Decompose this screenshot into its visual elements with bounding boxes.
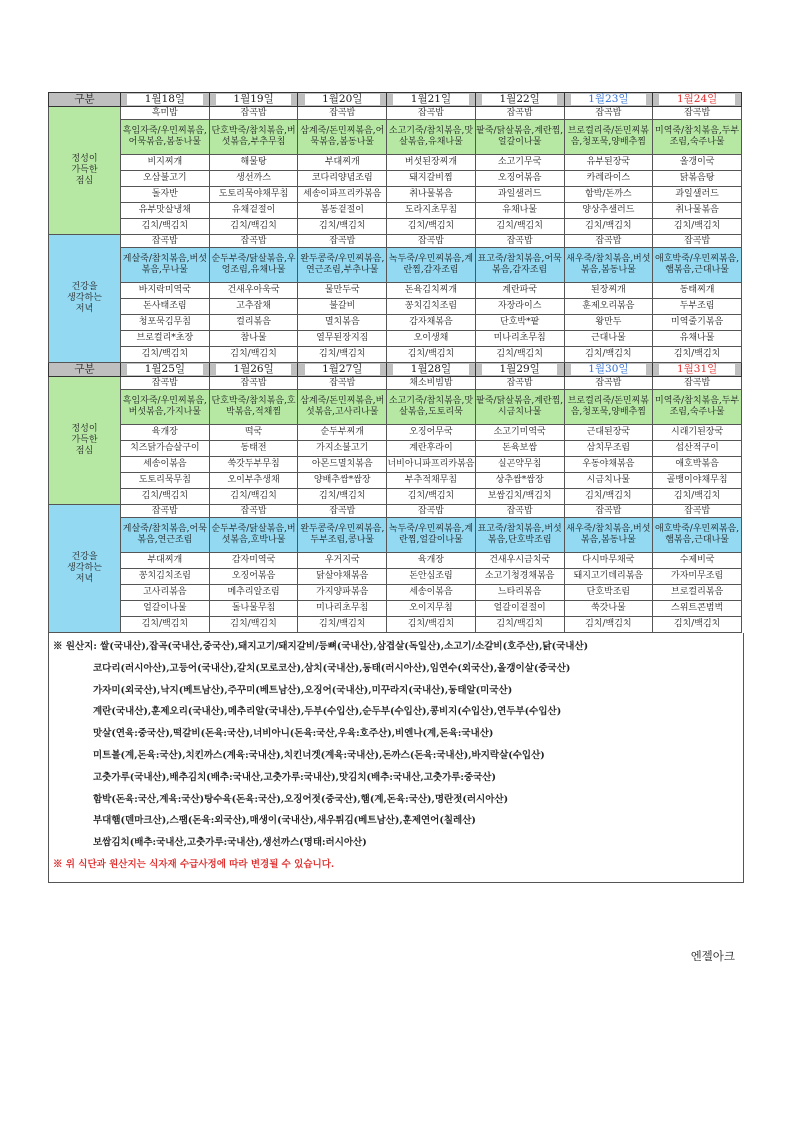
date-cell	[121, 363, 210, 377]
lunch-side-row	[49, 155, 742, 171]
menu-item: 순두부죽/닭살볶음,버섯볶음,호박나물	[209, 518, 298, 553]
menu-item: 닭살야채볶음	[298, 569, 387, 585]
menu-item: 브로컬리죽/돈민찌볶음,청포묵,양배추찜	[564, 120, 653, 155]
menu-item: 시래기된장국	[653, 425, 742, 441]
menu-item: 유채나물	[653, 331, 742, 347]
menu-item: 김치/백김치	[298, 219, 387, 235]
menu-item: 김치/백김치	[653, 489, 742, 505]
menu-item: 된장찌개	[564, 283, 653, 299]
menu-item: 잡곡밥	[121, 235, 210, 248]
menu-item: 왕만두	[564, 315, 653, 331]
dinner-side-row	[49, 617, 742, 633]
menu-item: 잡곡밥	[475, 377, 564, 390]
menu-item: 김치/백김치	[387, 489, 476, 505]
menu-item: 열무된장지짐	[298, 331, 387, 347]
menu-item: 소고기미역국	[475, 425, 564, 441]
menu-item: 과일샐러드	[653, 187, 742, 203]
menu-item: 부추적채무침	[387, 473, 476, 489]
lunch-side-row	[49, 457, 742, 473]
menu-item: 김치/백김치	[209, 347, 298, 363]
menu-item: 잡곡밥	[475, 235, 564, 248]
menu-item: 부대찌개	[298, 155, 387, 171]
menu-item: 미나리초무침	[475, 331, 564, 347]
dinner-side-row	[49, 585, 742, 601]
menu-item: 다시마무채국	[564, 553, 653, 569]
menu-item: 유부맛살냉채	[121, 203, 210, 219]
date-cell	[387, 363, 476, 377]
date-cell	[387, 93, 476, 107]
category-header	[49, 93, 121, 107]
menu-item: 느타리볶음	[475, 585, 564, 601]
menu-item: 돼지갈비찜	[387, 171, 476, 187]
dinner-porridge-row	[49, 518, 742, 553]
menu-item: 삼계죽/돈민찌볶음,어묵볶음,봄동나물	[298, 120, 387, 155]
dinner-side-row	[49, 299, 742, 315]
menu-item: 김치/백김치	[475, 617, 564, 633]
menu-item: 돌자반	[121, 187, 210, 203]
menu-item: 건새우아욱국	[209, 283, 298, 299]
menu-item: 쑥갓두부무침	[209, 457, 298, 473]
menu-item: 잡곡밥	[564, 377, 653, 390]
menu-item: 도토리묵무침	[121, 473, 210, 489]
menu-item: 순두부죽/닭살볶음,우엉조림,유채나물	[209, 248, 298, 283]
menu-item: 브로컬리*초장	[121, 331, 210, 347]
menu-item: 컬리볶음	[209, 315, 298, 331]
date-cell	[564, 93, 653, 107]
menu-item: 너비아니파프리카볶음	[387, 457, 476, 473]
menu-item: 떡국	[209, 425, 298, 441]
menu-item: 잡곡밥	[209, 107, 298, 120]
date-cell	[121, 93, 210, 107]
date-label: 1월22일	[482, 94, 557, 105]
menu-item: 꽁치김치조림	[121, 569, 210, 585]
menu-item: 돈육김치찌개	[387, 283, 476, 299]
menu-item: 버섯된장찌개	[387, 155, 476, 171]
menu-item: 양배추쌈*쌈장	[298, 473, 387, 489]
category-header-label: 구분	[74, 93, 95, 105]
menu-item: 김치/백김치	[121, 219, 210, 235]
dinner-rice-row	[49, 235, 742, 248]
menu-item: 김치/백김치	[653, 617, 742, 633]
menu-item: 오징어무국	[387, 425, 476, 441]
menu-item: 미역죽/참치볶음,두부조림,숙주나물	[653, 120, 742, 155]
menu-item: 육개장	[387, 553, 476, 569]
menu-item: 잡곡밥	[121, 377, 210, 390]
menu-item: 미나리초무침	[298, 601, 387, 617]
date-cell	[653, 93, 742, 107]
menu-item: 시금치나물	[564, 473, 653, 489]
menu-item: 잡곡밥	[387, 505, 476, 518]
menu-item: 코다리양념조림	[298, 171, 387, 187]
lunch-side-row	[49, 203, 742, 219]
company-name: 엔젤아크	[690, 949, 735, 963]
origin-line: 맛살(연육:중국산),떡갈비(돈육:국산),너비아니(돈육:국산,우육:호주산),비엔나(계,돈육:국내산)	[93, 728, 494, 740]
menu-item: 세송이볶음	[121, 457, 210, 473]
menu-item: 잡곡밥	[387, 107, 476, 120]
menu-item: 쑥갓나물	[564, 601, 653, 617]
menu-item: 김치/백김치	[564, 617, 653, 633]
menu-item: 오이부추생채	[209, 473, 298, 489]
menu-item: 섭산적구이	[653, 441, 742, 457]
origin-line: 코다리(러시아산),고등어(국내산),갈치(모로코산),삼치(국내산),동태(러시아산),임연수(외국산),올갱이살(중국산)	[93, 662, 571, 674]
lunch-side-row	[49, 441, 742, 457]
menu-item: 표고죽/참치볶음,어묵볶음,감자조림	[475, 248, 564, 283]
menu-item: 김치/백김치	[653, 219, 742, 235]
menu-item: 흑미밥	[121, 107, 210, 120]
date-label: 1월27일	[305, 364, 380, 375]
menu-item: 김치/백김치	[209, 617, 298, 633]
dinner-label-text: 건강을 생각하는 저녁	[67, 282, 102, 314]
menu-item: 잡곡밥	[209, 235, 298, 248]
menu-item: 고추잡채	[209, 299, 298, 315]
date-cell	[209, 93, 298, 107]
menu-item: 김치/백김치	[209, 489, 298, 505]
dinner-section-label	[49, 235, 121, 363]
menu-item: 자장라이스	[475, 299, 564, 315]
menu-item: 팥죽/닭살볶음,계란찜,얼갈이나물	[475, 120, 564, 155]
menu-item: 김치/백김치	[298, 347, 387, 363]
origin-line: 계란(국내산),훈제오리(국내산),메추리알(국내산),두부(수입산),순두부(수입산),콩비지(수입산),연두부(수입산)	[93, 706, 562, 718]
lunch-label-text: 정성이 가득한 점심	[71, 154, 98, 186]
menu-item: 브로컬리볶음	[653, 585, 742, 601]
menu-item: 오징어볶음	[209, 569, 298, 585]
menu-item: 새우죽/참치볶음,버섯볶음,봄동나물	[564, 518, 653, 553]
menu-item: 잡곡밥	[209, 505, 298, 518]
menu-item: 소고기청경채볶음	[475, 569, 564, 585]
dinner-side-row	[49, 553, 742, 569]
lunch-side-row	[49, 489, 742, 505]
menu-item: 김치/백김치	[298, 489, 387, 505]
menu-item: 순두부찌개	[298, 425, 387, 441]
menu-item: 유부된장국	[564, 155, 653, 171]
menu-item: 메추리알조림	[209, 585, 298, 601]
menu-item: 오이지무침	[387, 601, 476, 617]
menu-item: 가자미무조림	[653, 569, 742, 585]
date-cell	[564, 363, 653, 377]
menu-item: 취나물볶음	[387, 187, 476, 203]
lunch-section-label	[49, 377, 121, 505]
date-label: 1월29일	[482, 364, 557, 375]
menu-item: 근대된장국	[564, 425, 653, 441]
origin-notes	[48, 633, 744, 883]
date-cell	[298, 93, 387, 107]
menu-item: 김치/백김치	[564, 219, 653, 235]
date-label: 1월20일	[305, 94, 380, 105]
menu-item: 완두콩죽/우민찌볶음,두부조림,콩나물	[298, 518, 387, 553]
menu-item: 계란후라이	[387, 441, 476, 457]
menu-item: 김치/백김치	[387, 219, 476, 235]
menu-item: 과일샐러드	[475, 187, 564, 203]
menu-table	[48, 92, 742, 633]
menu-item: 미역줄기볶음	[653, 315, 742, 331]
menu-item: 세송이볶음	[387, 585, 476, 601]
date-label: 1월18일	[127, 94, 202, 105]
dinner-section-label	[49, 505, 121, 633]
date-label: 1월23일	[571, 94, 646, 105]
menu-item: 올갱이국	[653, 155, 742, 171]
menu-item: 소고기죽/참치볶음,맛살볶음,도토리묵	[387, 390, 476, 425]
menu-item: 함박/돈까스	[564, 187, 653, 203]
menu-item: 잡곡밥	[387, 235, 476, 248]
menu-item: 게살죽/참치볶음,어묵볶음,연근조림	[121, 518, 210, 553]
date-header-row	[49, 93, 742, 107]
menu-item: 우동야채볶음	[564, 457, 653, 473]
menu-item: 실곤약무침	[475, 457, 564, 473]
menu-item: 김치/백김치	[475, 347, 564, 363]
menu-item: 단호박조림	[564, 585, 653, 601]
menu-item: 돼지고기데리볶음	[564, 569, 653, 585]
date-label: 1월28일	[393, 364, 468, 375]
origin-line: ※ 원산지: 쌀(국내산),잡곡(국내산,중국산),돼지고기/돼지갈비/등뼈(국내산),삼겹살(독일산),소고기/소갈비(호주산),닭(국내산)	[53, 641, 589, 652]
menu-item: 김치/백김치	[121, 347, 210, 363]
menu-item: 단호박죽/참치볶음,호박볶음,적채찜	[209, 390, 298, 425]
menu-item: 애호박죽/우민찌볶음,햄볶음,근대나물	[653, 518, 742, 553]
lunch-side-row	[49, 171, 742, 187]
lunch-side-row	[49, 425, 742, 441]
menu-item: 훈제오리볶음	[564, 299, 653, 315]
menu-item: 잡곡밥	[653, 235, 742, 248]
menu-item: 봄동겉절이	[298, 203, 387, 219]
lunch-rice-row	[49, 377, 742, 390]
menu-item: 도토리묵야채무침	[209, 187, 298, 203]
menu-item: 김치/백김치	[475, 219, 564, 235]
menu-item: 잡곡밥	[209, 377, 298, 390]
menu-item: 카레라이스	[564, 171, 653, 187]
date-label: 1월30일	[571, 364, 646, 375]
origin-line: 가자미(외국산),낙지(베트남산),주꾸미(베트남산),오징어(국내산),미꾸라지(국내산),동태알(미국산)	[93, 684, 513, 696]
menu-item: 애호박죽/우민찌볶음,햄볶음,근대나물	[653, 248, 742, 283]
menu-item: 세송이파프리카볶음	[298, 187, 387, 203]
menu-item: 잡곡밥	[564, 505, 653, 518]
menu-item: 얼갈이나물	[121, 601, 210, 617]
menu-item: 채소비빔밥	[387, 377, 476, 390]
date-cell	[475, 363, 564, 377]
change-notice: ※ 위 식단과 원산지는 식자재 수급사정에 따라 변경될 수 있습니다.	[53, 858, 335, 870]
menu-item: 녹두죽/우민찌볶음,계란찜,얼갈이나물	[387, 518, 476, 553]
menu-item: 돌나물무침	[209, 601, 298, 617]
menu-item: 청포묵김무침	[121, 315, 210, 331]
date-label: 1월24일	[659, 94, 734, 105]
menu-item: 잡곡밥	[564, 107, 653, 120]
menu-item: 동태찌개	[653, 283, 742, 299]
dinner-rice-row	[49, 505, 742, 518]
menu-item: 양상추샐러드	[564, 203, 653, 219]
menu-item: 표고죽/참치볶음,버섯볶음,단호박조림	[475, 518, 564, 553]
menu-item: 단호박죽/참치볶음,버섯볶음,부추무침	[209, 120, 298, 155]
menu-item: 얼갈이겉절이	[475, 601, 564, 617]
menu-item: 건새우시금치국	[475, 553, 564, 569]
menu-item: 단호박*팥	[475, 315, 564, 331]
menu-item: 두부조림	[653, 299, 742, 315]
date-cell	[475, 93, 564, 107]
menu-item: 바지락미역국	[121, 283, 210, 299]
dinner-side-row	[49, 331, 742, 347]
menu-item: 미역죽/참치볶음,두부조림,숙주나물	[653, 390, 742, 425]
lunch-side-row	[49, 187, 742, 203]
menu-item: 흑임자죽/우민찌볶음,어묵볶음,봄동나물	[121, 120, 210, 155]
menu-item: 참나물	[209, 331, 298, 347]
date-label: 1월26일	[216, 364, 291, 375]
menu-item: 녹두죽/우민찌볶음,계란찜,감자조림	[387, 248, 476, 283]
menu-item: 소고기무국	[475, 155, 564, 171]
menu-item: 잡곡밥	[475, 107, 564, 120]
date-label: 1월31일	[659, 364, 734, 375]
menu-item: 감자채볶음	[387, 315, 476, 331]
menu-item: 잡곡밥	[475, 505, 564, 518]
lunch-rice-row	[49, 107, 742, 120]
menu-item: 부대찌개	[121, 553, 210, 569]
menu-item: 삼계죽/돈민찌볶음,버섯볶음,고사리나물	[298, 390, 387, 425]
menu-item: 유채나물	[475, 203, 564, 219]
menu-item: 도라지초무침	[387, 203, 476, 219]
menu-item: 오삼불고기	[121, 171, 210, 187]
menu-item: 새우죽/참치볶음,버섯볶음,봄동나물	[564, 248, 653, 283]
menu-item: 고사리볶음	[121, 585, 210, 601]
menu-item: 김치/백김치	[387, 617, 476, 633]
menu-item: 게살죽/참치볶음,버섯볶음,무나물	[121, 248, 210, 283]
menu-item: 감자미역국	[209, 553, 298, 569]
menu-item: 해물탕	[209, 155, 298, 171]
menu-item: 잡곡밥	[653, 377, 742, 390]
menu-item: 가지소불고기	[298, 441, 387, 457]
date-label: 1월21일	[393, 94, 468, 105]
origin-line: 고춧가루(국내산),배추김치(배추:국내산,고춧가루:국내산),맛김치(배추:국내산,고춧가루:중국산)	[93, 771, 496, 783]
menu-item: 소고기죽/참치볶음,맛살볶음,유채나물	[387, 120, 476, 155]
dinner-side-row	[49, 601, 742, 617]
date-cell	[209, 363, 298, 377]
menu-item: 김치/백김치	[653, 347, 742, 363]
date-cell	[653, 363, 742, 377]
dinner-side-row	[49, 315, 742, 331]
lunch-section-label	[49, 107, 121, 235]
origin-line: 미트볼(계,돈육:국산),치킨까스(계육:국내산),치킨너겟(계육:국내산),돈까스(돈육:국내산),바지락살(수입산)	[93, 749, 545, 761]
menu-item: 브로컬리죽/돈민찌볶음,청포묵,양배추찜	[564, 390, 653, 425]
lunch-label-text: 정성이 가득한 점심	[71, 424, 98, 456]
menu-item: 생선까스	[209, 171, 298, 187]
menu-item: 비지찌개	[121, 155, 210, 171]
date-label: 1월25일	[127, 364, 202, 375]
origin-line: 보쌈김치(배추:국내산,고춧가루:국내산),생선까스(명태:러시아산)	[93, 837, 367, 849]
menu-item: 우거지국	[298, 553, 387, 569]
lunch-porridge-row	[49, 390, 742, 425]
menu-item: 오징어볶음	[475, 171, 564, 187]
dinner-side-row	[49, 283, 742, 299]
dinner-side-row	[49, 569, 742, 585]
date-label: 1월19일	[216, 94, 291, 105]
lunch-side-row	[49, 473, 742, 489]
dinner-label-text: 건강을 생각하는 저녁	[67, 552, 102, 584]
menu-item: 잡곡밥	[564, 235, 653, 248]
menu-item: 돈육보쌈	[475, 441, 564, 457]
date-cell	[298, 363, 387, 377]
menu-item: 아몬드멸치볶음	[298, 457, 387, 473]
menu-item: 삼치무조림	[564, 441, 653, 457]
date-header-row	[49, 363, 742, 377]
menu-item: 불갈비	[298, 299, 387, 315]
menu-item: 꽁치김치조림	[387, 299, 476, 315]
menu-item: 김치/백김치	[564, 489, 653, 505]
menu-item: 완두콩죽/우민찌볶음,연근조림,부추나물	[298, 248, 387, 283]
menu-item: 잡곡밥	[121, 505, 210, 518]
menu-item: 김치/백김치	[121, 489, 210, 505]
menu-item: 근대나물	[564, 331, 653, 347]
menu-item: 애호박볶음	[653, 457, 742, 473]
menu-item: 물만두국	[298, 283, 387, 299]
menu-item: 잡곡밥	[298, 377, 387, 390]
menu-item: 스위트콘범벅	[653, 601, 742, 617]
menu-item: 상추쌈*쌈장	[475, 473, 564, 489]
menu-item: 잡곡밥	[298, 505, 387, 518]
menu-item: 김치/백김치	[209, 219, 298, 235]
menu-item: 잡곡밥	[653, 505, 742, 518]
lunch-porridge-row	[49, 120, 742, 155]
menu-item: 치즈닭가슴살구이	[121, 441, 210, 457]
menu-item: 돈안심조림	[387, 569, 476, 585]
origin-line: 함박(돈육:국산,계육:국산)탕수육(돈육:국산),오징어젓(중국산),햄(계,돈육:국산),명란젓(러시아산)	[93, 793, 509, 805]
lunch-side-row	[49, 219, 742, 235]
menu-item: 팥죽/닭살볶음,계란찜,시금치나물	[475, 390, 564, 425]
menu-item: 보쌈김치/백김치	[475, 489, 564, 505]
menu-item: 김치/백김치	[298, 617, 387, 633]
menu-item: 유채겉절이	[209, 203, 298, 219]
menu-item: 잡곡밥	[298, 107, 387, 120]
menu-item: 오이생채	[387, 331, 476, 347]
menu-item: 멸치볶음	[298, 315, 387, 331]
menu-item: 계란파국	[475, 283, 564, 299]
menu-item: 닭볶음탕	[653, 171, 742, 187]
menu-item: 김치/백김치	[564, 347, 653, 363]
menu-item: 돈사태조림	[121, 299, 210, 315]
menu-item: 취나물볶음	[653, 203, 742, 219]
category-header	[49, 363, 121, 377]
menu-item: 김치/백김치	[121, 617, 210, 633]
dinner-side-row	[49, 347, 742, 363]
menu-item: 잡곡밥	[298, 235, 387, 248]
origin-line: 부대햄(덴마크산),스팸(돈육:외국산),매생이(국내산),새우튀김(베트남산),훈제연어(칠레산)	[93, 815, 476, 827]
menu-item: 흑임자죽/우민찌볶음,버섯볶음,가지나물	[121, 390, 210, 425]
menu-item: 육개장	[121, 425, 210, 441]
weekly-meal-menu	[48, 92, 742, 883]
menu-item: 김치/백김치	[387, 347, 476, 363]
menu-item: 잡곡밥	[653, 107, 742, 120]
menu-item: 가지양파볶음	[298, 585, 387, 601]
menu-item: 수제비국	[653, 553, 742, 569]
category-header-label: 구분	[74, 363, 95, 375]
menu-item: 골뱅이야채무침	[653, 473, 742, 489]
dinner-porridge-row	[49, 248, 742, 283]
menu-item: 동태전	[209, 441, 298, 457]
